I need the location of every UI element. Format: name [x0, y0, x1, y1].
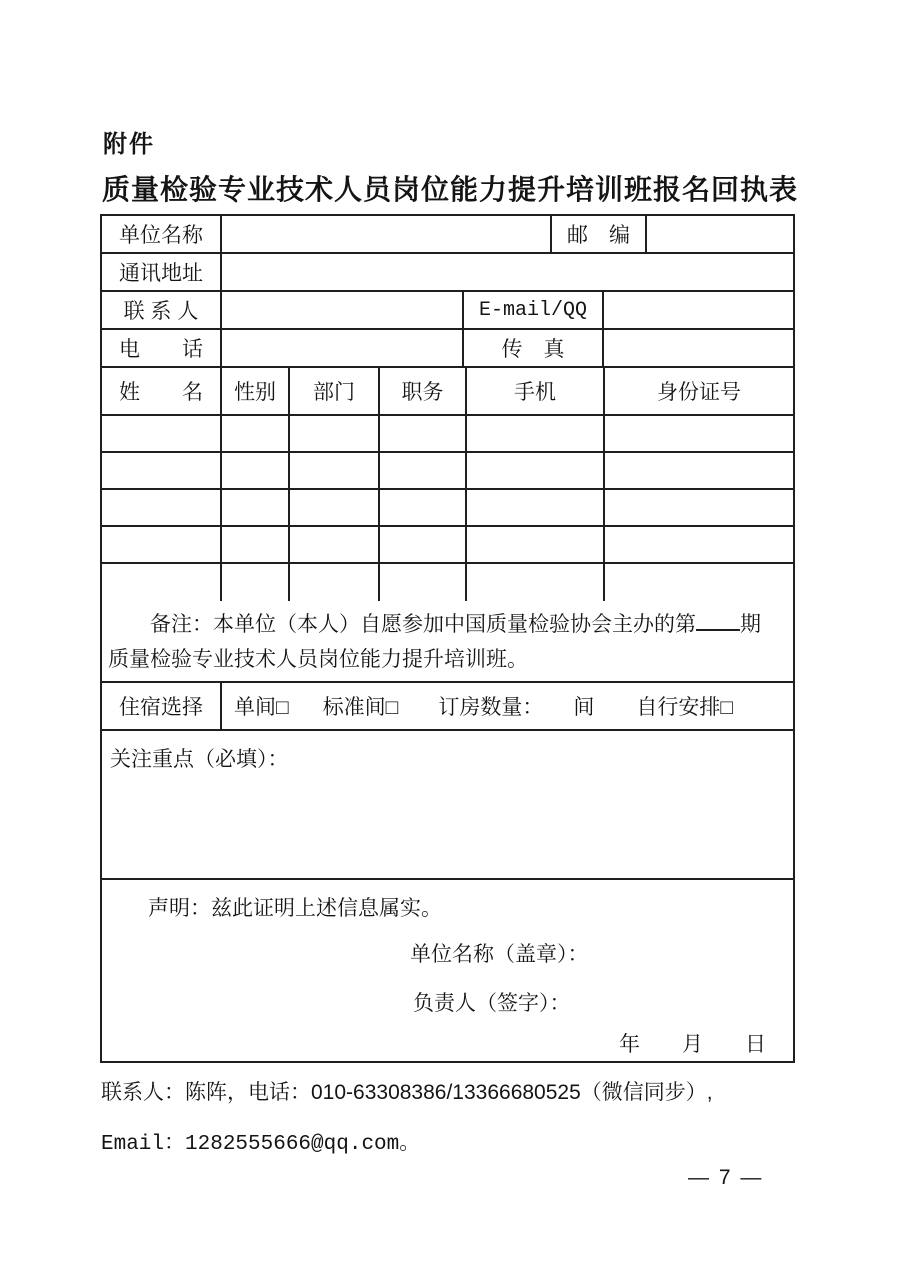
attendee-empty-cell — [380, 490, 467, 525]
attendee-empty-cell — [467, 490, 605, 525]
fax-value-cell — [604, 330, 793, 366]
remark-row — [102, 601, 793, 683]
attendee-empty-cell — [380, 416, 467, 451]
focus-cell — [102, 731, 793, 878]
address-label: 通讯地址 — [119, 262, 203, 285]
remark-line2 — [108, 642, 783, 677]
contact-value-cell — [222, 292, 464, 328]
table-row-contact — [102, 292, 793, 330]
attendee-header-name: 姓 名 — [119, 381, 203, 404]
attendee-empty-row — [102, 453, 793, 490]
attendee-empty-row — [102, 564, 793, 601]
attendee-empty-cell — [102, 527, 222, 562]
attendee-empty-cell — [605, 490, 793, 525]
attendee-header-position-cell — [380, 368, 467, 414]
phone-value-cell — [222, 330, 464, 366]
table-row-address — [102, 254, 793, 292]
attendee-empty-row — [102, 527, 793, 564]
attendee-empty-cell — [102, 453, 222, 488]
attendee-empty-cell — [380, 453, 467, 488]
declaration-signer-label: 负责人（签字）： — [413, 992, 571, 1015]
attendee-header-department: 部门 — [313, 381, 355, 404]
postal-label-cell — [552, 216, 647, 252]
fax-label-cell — [464, 330, 604, 366]
attendee-empty-cell — [605, 564, 793, 601]
declaration-row — [102, 880, 793, 1061]
attendee-header-gender: 性别 — [234, 381, 276, 404]
attendee-header-mobile-cell — [467, 368, 605, 414]
attendee-empty-cell — [467, 453, 605, 488]
footer-contact-line: 联系人：陈阵，电话：010-63308386/13366680525（微信同步）, — [101, 1081, 713, 1104]
attendee-empty-cell — [290, 564, 380, 601]
lodging-option-standard-with-checkbox: 标准间□ — [322, 696, 399, 719]
email-label: E-mail/QQ — [478, 298, 588, 322]
attendee-empty-cell — [605, 527, 793, 562]
attendee-empty-cell — [467, 527, 605, 562]
remark-cell — [102, 601, 793, 681]
attendee-empty-cell — [467, 416, 605, 451]
page-title: 质量检验专业技术人员岗位能力提升培训班报名回执表 — [101, 174, 798, 205]
lodging-options-cell — [222, 683, 793, 729]
email-value-cell — [604, 292, 793, 328]
attendee-header-id: 身份证号 — [657, 381, 741, 404]
table-row-phone — [102, 330, 793, 368]
attendee-empty-cell — [290, 416, 380, 451]
declaration-date-line: 年 月 日 — [619, 1033, 766, 1056]
page-number: — 7 — — [688, 1166, 764, 1189]
attendee-header-id-cell — [605, 368, 793, 414]
attendee-header-name-cell — [102, 368, 222, 414]
email-label-cell — [464, 292, 604, 328]
attendee-empty-cell — [605, 453, 793, 488]
attendee-empty-cell — [222, 490, 290, 525]
remark-line1 — [108, 607, 783, 642]
attendee-header-gender-cell — [222, 368, 290, 414]
contact-label-cell — [102, 292, 222, 328]
attendee-empty-row — [102, 416, 793, 453]
unit-name-label: 单位名称 — [119, 224, 203, 247]
remark-line2-text: 质量检验专业技术人员岗位能力提升培训班。 — [108, 648, 528, 671]
attendee-empty-row — [102, 490, 793, 527]
attendee-empty-cell — [102, 490, 222, 525]
lodging-option-single-with-checkbox: 单间□ — [234, 696, 289, 719]
attendee-header-row — [102, 368, 793, 416]
phone-label-cell — [102, 330, 222, 366]
phone-label: 电 话 — [119, 338, 203, 361]
lodging-label-cell — [102, 683, 222, 729]
focus-row — [102, 731, 793, 880]
attendee-empty-cell — [290, 453, 380, 488]
unit-name-value-cell — [222, 216, 552, 252]
attendee-empty-cell — [380, 527, 467, 562]
registration-form-table — [100, 214, 795, 1063]
attendee-header-mobile: 手机 — [514, 381, 556, 404]
footer-email-line: Email：1282555666@qq.com。 — [101, 1133, 421, 1156]
contact-label: 联 系 人 — [123, 300, 199, 323]
focus-label: 关注重点（必填）： — [110, 748, 289, 771]
lodging-option-self-arrange-with-checkbox: 自行安排□ — [636, 696, 734, 719]
lodging-row — [102, 683, 793, 731]
attendee-empty-cell — [222, 416, 290, 451]
remark-blank-line — [696, 608, 740, 631]
declaration-unit-seal-label: 单位名称（盖章）： — [410, 943, 589, 966]
attendee-empty-cell — [290, 490, 380, 525]
lodging-booking-quantity-label: 订房数量： — [438, 696, 544, 719]
attendee-empty-cell — [605, 416, 793, 451]
fax-label: 传 真 — [501, 338, 565, 361]
declaration-cell — [102, 880, 793, 1061]
attendee-empty-rows — [102, 416, 793, 601]
address-value-cell — [222, 254, 793, 290]
remark-text-before-blank: 备注：本单位（本人）自愿参加中国质量检验协会主办的第 — [150, 613, 696, 636]
attendee-empty-cell — [102, 416, 222, 451]
unit-name-label-cell — [102, 216, 222, 252]
attendee-empty-cell — [102, 564, 222, 601]
attachment-label: 附件 — [103, 131, 155, 158]
attendee-empty-cell — [290, 527, 380, 562]
attendee-empty-cell — [467, 564, 605, 601]
attendee-header-position: 职务 — [401, 381, 444, 404]
postal-label: 邮 编 — [567, 224, 630, 247]
attendee-empty-cell — [222, 453, 290, 488]
attendee-empty-cell — [380, 564, 467, 601]
remark-text-after-blank: 期 — [740, 613, 761, 636]
declaration-statement: 声明：兹此证明上述信息属实。 — [148, 897, 442, 920]
lodging-label: 住宿选择 — [119, 696, 203, 719]
attendee-empty-cell — [222, 527, 290, 562]
attendee-empty-cell — [222, 564, 290, 601]
lodging-rooms-unit-label: 间 — [573, 696, 595, 719]
table-row-unit-name — [102, 216, 793, 254]
attendee-header-department-cell — [290, 368, 380, 414]
address-label-cell — [102, 254, 222, 290]
postal-value-cell — [647, 216, 793, 252]
